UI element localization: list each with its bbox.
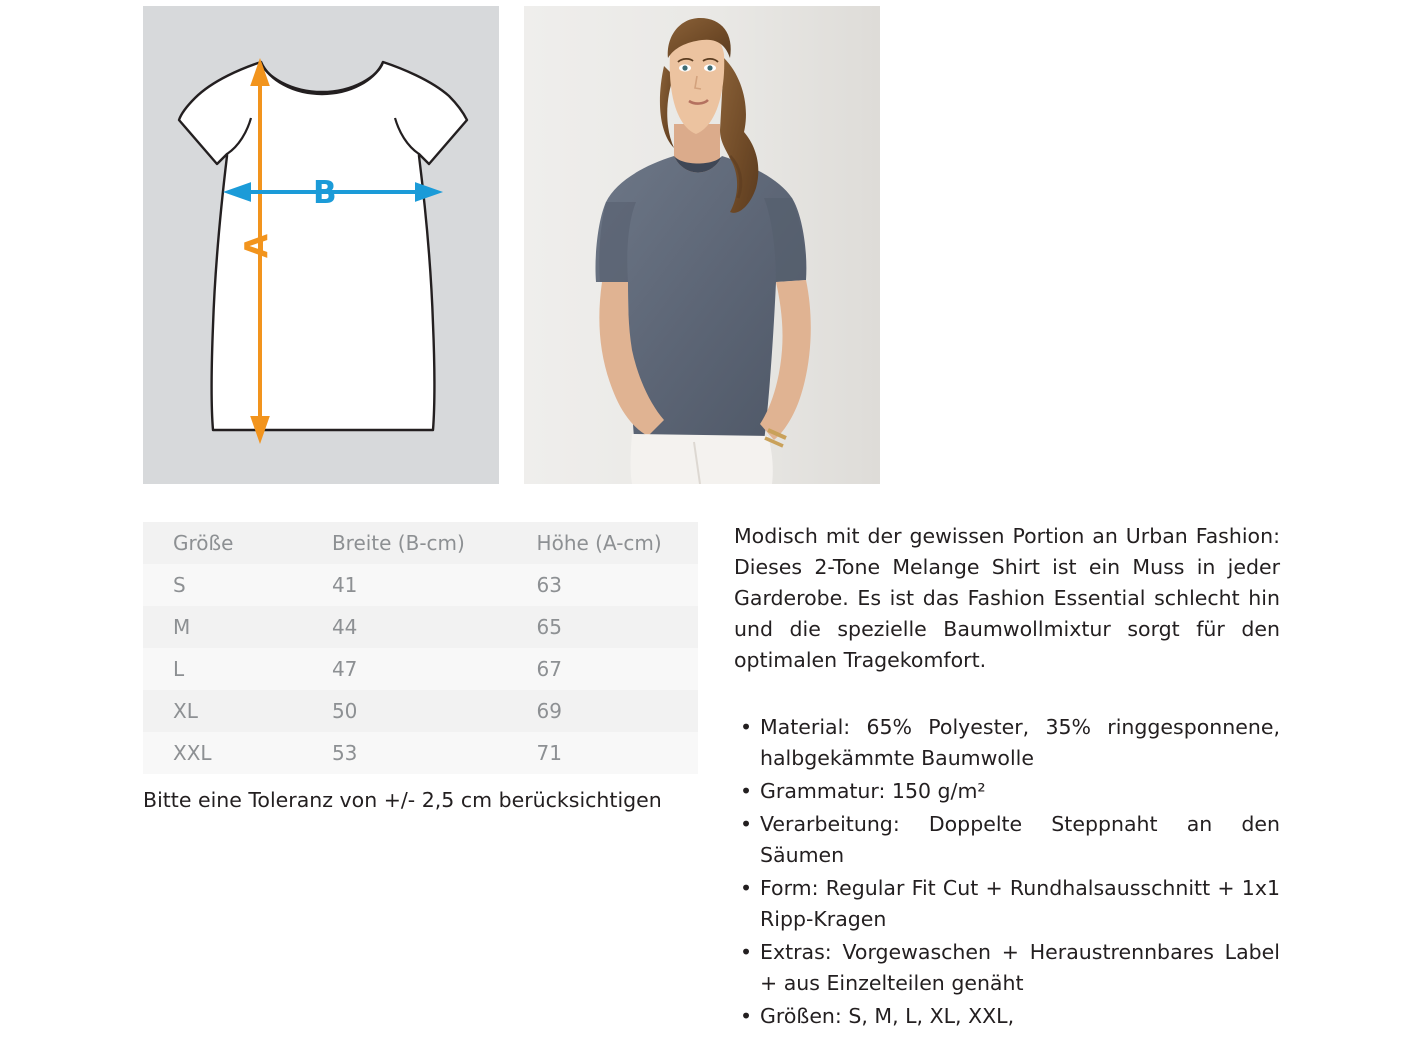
bullet-icon: • — [740, 715, 753, 739]
cell-height: 65 — [536, 615, 562, 639]
header-size: Größe — [173, 531, 234, 555]
list-item-label: Extras: Vorgewaschen + Heraustrennbares Label + aus Einzelteilen genäht — [760, 940, 1280, 995]
feature-list — [734, 712, 1280, 1032]
product-image-row — [143, 6, 880, 484]
table-row — [143, 564, 698, 606]
bullet-icon: • — [740, 876, 753, 900]
width-dimension-label: B — [313, 175, 337, 211]
size-chart-head — [143, 522, 698, 564]
list-item — [734, 873, 1280, 935]
table-header-row — [143, 522, 698, 564]
bullet-icon: • — [740, 812, 753, 836]
list-item — [734, 809, 1280, 871]
cell-size: M — [173, 615, 191, 639]
list-item-label: Form: Regular Fit Cut + Rundhalsausschnitt + 1x1 Ripp-Kragen — [760, 876, 1280, 931]
table-row — [143, 648, 698, 690]
list-item-label: Verarbeitung: Doppelte Steppnaht an den Säumen — [760, 812, 1280, 867]
bullet-icon: • — [740, 1004, 753, 1028]
cell-width: 47 — [331, 657, 358, 681]
list-item-label: Material: 65% Polyester, 35% ringgesponnene, halbgekämmte Baumwolle — [760, 715, 1280, 770]
cell-size: XXL — [173, 741, 212, 765]
tolerance-note: Bitte eine Toleranz von +/- 2,5 cm berücksichtigen — [143, 788, 662, 812]
model-photo-panel — [524, 6, 880, 484]
model-photo-illustration — [524, 6, 880, 484]
cell-width: 53 — [331, 741, 358, 765]
cell-width: 44 — [331, 615, 358, 639]
cell-size: XL — [173, 699, 198, 723]
list-item — [734, 776, 1280, 807]
bullet-icon: • — [740, 940, 753, 964]
description-paragraph: Modisch mit der gewissen Portion an Urban Fashion: Dieses 2-Tone Melange Shirt ist ein Muss in jeder Garderobe. Es ist das Fashion Essential schlecht hin und die spezielle Baumwollmixtur sorgt für den optimalen Tragekomfort. — [734, 524, 1280, 672]
product-description-column — [734, 521, 1280, 1034]
cell-height: 69 — [536, 699, 562, 723]
list-item — [734, 712, 1280, 774]
list-item — [734, 937, 1280, 999]
list-item — [734, 1001, 1280, 1032]
cell-height: 71 — [536, 741, 562, 765]
cell-height: 67 — [536, 657, 562, 681]
cell-width: 41 — [331, 573, 358, 597]
table-row — [143, 690, 698, 732]
list-item-label: Grammatur: 150 g/m² — [760, 779, 986, 803]
cell-height: 63 — [536, 573, 562, 597]
header-height: Höhe (A-cm) — [536, 531, 662, 555]
list-item-label: Größen: S, M, L, XL, XXL, — [760, 1004, 1015, 1028]
table-row — [143, 732, 698, 774]
size-chart-body — [143, 564, 698, 774]
cell-size: L — [173, 657, 185, 681]
height-dimension-label: A — [239, 234, 275, 258]
table-row — [143, 606, 698, 648]
bullet-icon: • — [740, 779, 753, 803]
tshirt-outline-icon — [143, 6, 499, 484]
size-chart-table — [143, 522, 698, 774]
cell-width: 50 — [331, 699, 358, 723]
cell-size: S — [173, 573, 186, 597]
measurement-diagram-panel — [143, 6, 499, 484]
header-width: Breite (B-cm) — [331, 531, 465, 555]
